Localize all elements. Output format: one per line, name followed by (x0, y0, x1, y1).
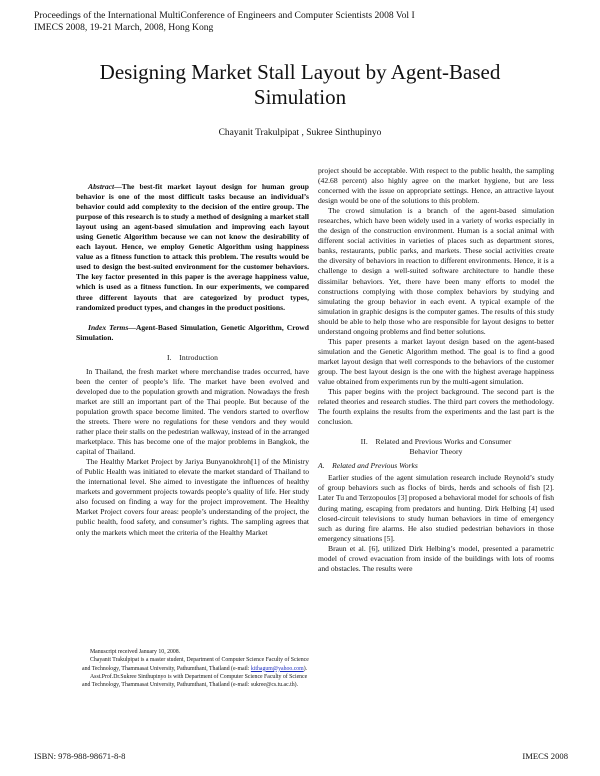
abstract (76, 182, 309, 313)
footnote-author-1-text: Chayanit Trakulpipat is a master student, Department of Computer Science Faculty of Science and Technology, Thammasat University, Pathumthani, Thailand (e-mail: (82, 657, 309, 672)
footnote-author-1 (82, 656, 309, 673)
title-line-2: Simulation (253, 85, 347, 109)
section-2-paragraph-2: Braun et al. [6], utilized Dirk Helbing’s model, presented a parametric model of crowd evacuation from inside of the buildings with lots of rooms and obstacles. The results were (318, 543, 554, 573)
header-line-2: IMECS 2008, 19-21 March, 2008, Hong Kong (34, 22, 214, 33)
section-1-heading: I. Introduction (166, 352, 219, 362)
abstract-label: Abstract (88, 182, 115, 191)
index-terms (76, 323, 309, 343)
author-1-email-link[interactable]: kithagum@yahoo.com (250, 665, 304, 672)
section-2-heading-line-2: Behavior Theory (409, 447, 463, 457)
footnote (82, 648, 309, 689)
footer-venue: IMECS 2008 (522, 751, 568, 761)
right-column (318, 166, 554, 746)
section-1-paragraph-5: This paper begins with the project background. The second part is the related theories and research studies. The third part covers the methodology. The fourth explains the results from the experiments and the last part is the conclusion. (318, 387, 554, 427)
title-line-1: Designing Market Stall Layout by Agent-Based (99, 60, 501, 84)
footer-isbn: ISBN: 978-988-98671-8-8 (34, 751, 126, 761)
section-1-paragraph-4: This paper presents a market layout design based on the agent-based simulation and the Genetic Algorithm method. The goal is to find a good market layout design that well corresponds to the behaviors of the customer group. The best layout design is the one with the highest average happiness value obtained from experiments run by the multi-agent simulation. (318, 336, 554, 386)
footnote-author-1-close: ). (303, 665, 308, 672)
section-2-heading (318, 437, 554, 457)
section-1-paragraph-3: The crowd simulation is a branch of the agent-based simulation researches, which have been widely used in a variety of works especially in the design of the construction environment. Human is a social animal with different social activities in varieties of places such as department stores, banks, restaurants, public parks, and markets. These social activities create the diversity of behaviors in reaction to different environments. Hence, it is a challenge to design a well-suited software architecture to handle these dissimilar behaviors. Yet, there have been many efforts to model the constructions complying with those complex behaviors by studying and simulating the group behavior in each event. A typical example of the simulation in graphic designs is the computer games. The results of this study should be able to help those who are responsible for layout designs to better understand ongoing problems and find better solutions. (318, 206, 554, 336)
paper-authors: Chayanit Trakulpipat , Sukree Sinthupinyo (218, 128, 382, 138)
section-1-paragraph-2: The Healthy Market Project by Jariya Bunyanokhroh[1] of the Ministry of Public Health was initiated to elevate the market standard of Thailand to the international level. She aimed to investigate the influences of healthy markets and government projects towards people’s quality of life. Her study also focused on finding a way for the project improvement. The Healthy Market Project covers four areas: people’s understanding of the project, the public health, food safety, and consumer’s rights. The sampling agrees that only the markets which meet the criteria of the Healthy Market (76, 457, 309, 537)
abstract-text: —The best-fit market layout design for human group behavior is one of the most difficult tasks because an individual’s behavior could add complexity to the decision of the entire group. The purpose of this research is to study a method of designing a market stall layout using an agent-based simulation and improving each layout using Genetic Algorithm because we can not know the desirability of each layout. Hence, we employ Genetic Algorithm using happiness value as a fitness function to attack this problem. The results would be used to design the best-suited environment for the customer behaviors. The key factor presented in this paper is the average happiness value, which is used as a fitness function. In our experiments, we compared three different layouts that are categorized by product types, randomized product types, and changes in the product positions. (76, 182, 309, 312)
footnote-author-2: Asst.Prof.Dr.Sukree Sinthupinyo is with Department of Computer Science Faculty of Science and Technology, Thammasat University, Pathumthani, Thailand (e-mail: sukree@cs.tu.ac.th). (82, 673, 308, 689)
section-2a-heading: A. Related and Previous Works (318, 461, 418, 471)
footnote-received: Manuscript received January 10, 2008. (90, 649, 181, 655)
section-1-paragraph-1: In Thailand, the fresh market where merchandise trades occurred, have been the center of people’s life. The market have been evolved and developed due to the population growth and migration. Nowadays the fresh market are still an important part of the Thai people. But because of the population growth space become limited. The vendors started to overflow the streets. There were no regulations for these vendors and they would rather place their stalls on the pedestrian walkway, instead of in the arranged marketplace. This has become one of the major problems in Bangkok, the capital of Thailand. (76, 366, 309, 457)
section-2-heading-line-1: II. Related and Previous Works and Consumer (360, 437, 512, 447)
index-terms-label: Index Terms (88, 322, 129, 332)
index-terms-text: —Agent-Based Simulation, Genetic Algorithm, Crowd Simulation. (76, 322, 309, 342)
paper-title (40, 60, 560, 110)
proceedings-header (34, 10, 415, 34)
section-2-paragraph-1: Earlier studies of the agent simulation research include Reynold’s study of group behaviors such as flocks of birds, herds and schools of fish [2]. Later Tu and Terzopoulos [3] proposed a behavioral model for schools of fish during mating, escaping from predators and hunting. Dirk Helbing [4] used closed-circuit televisions to study human behaviors in time of emergency such as during fire alarms. He also studied pedestrian behaviors in those emergency situations [5]. (318, 473, 554, 543)
header-line-1: Proceedings of the International MultiConference of Engineers and Computer Scientists 2008 Vol I (34, 10, 415, 21)
section-1-paragraph-2-continued: project should be acceptable. With respect to the public health, the sampling (42.68 percent) also highly agree on the market hygiene, but are less concerned with the issue on appropriate settings. Hence, an attractive layout design would be one of the solutions to this problem. (318, 166, 554, 206)
